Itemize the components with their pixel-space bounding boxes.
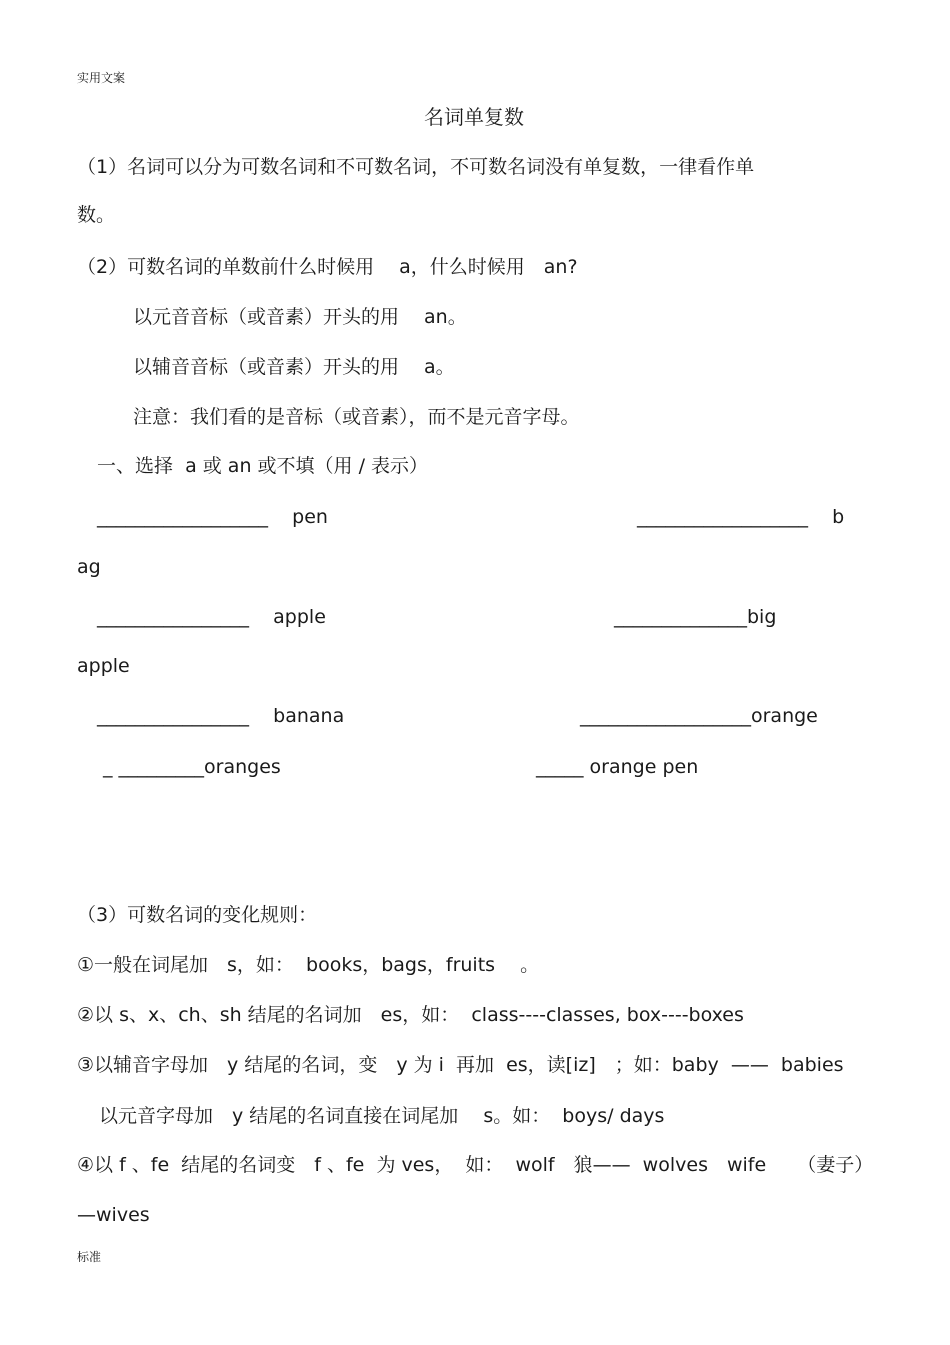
section1-line2: 数。 bbox=[77, 204, 116, 226]
section3-rule4-wrap: —wives bbox=[77, 1204, 150, 1226]
exercise-row3-left: ________________ banana bbox=[97, 705, 345, 727]
section3-rule3: ③以辅音字母加 y 结尾的名词，变 y 为 i 再加 es，读[iz] ；如：baby —— babies bbox=[77, 1054, 844, 1076]
page-title: 名词单复数 bbox=[424, 105, 524, 129]
section1-line1: （1）名词可以分为可数名词和不可数名词，不可数名词没有单复数，一律看作单 bbox=[77, 156, 755, 178]
exercise-row2-right: ______________big bbox=[614, 606, 777, 628]
footer-label: 标准 bbox=[77, 1250, 102, 1264]
exercise-row2-left: ________________ apple bbox=[97, 606, 326, 628]
exercise-row2-wrap: apple bbox=[77, 655, 130, 677]
section3-rule3b: 以元音字母加 y 结尾的名词直接在词尾加 s。如： boys/ days bbox=[99, 1105, 665, 1127]
section3-heading: （3）可数名词的变化规则： bbox=[77, 904, 318, 926]
exercise-row4-left: _ _________oranges bbox=[103, 756, 281, 778]
exercise-row4-right: _____ orange pen bbox=[536, 756, 699, 778]
header-label: 实用文案 bbox=[77, 71, 126, 85]
section3-rule2: ②以 s、x、ch、sh 结尾的名词加 es，如： class----classes, box----boxes bbox=[77, 1004, 744, 1026]
exercise-row1-right: __________________ b bbox=[637, 506, 845, 528]
section3-rule4: ④以 f 、fe 结尾的名词变 f 、fe 为 ves， 如： wolf 狼—— wolves wife （妻子） bbox=[77, 1154, 874, 1176]
exercise-heading: 一、选择 a 或 an 或不填（用 / 表示） bbox=[97, 455, 429, 477]
section2-question: （2）可数名词的单数前什么时候用 a，什么时候用 an? bbox=[77, 256, 578, 278]
section2-note: 注意：我们看的是音标（或音素），而不是元音字母。 bbox=[133, 406, 580, 428]
exercise-row1-left: __________________ pen bbox=[97, 506, 328, 528]
exercise-row3-right: __________________orange bbox=[580, 705, 818, 727]
section2-rule-consonant: 以辅音音标（或音素）开头的用 a。 bbox=[133, 356, 455, 378]
section3-rule1: ①一般在词尾加 s，如： books，bags，fruits 。 bbox=[77, 954, 540, 976]
exercise-row1-wrap: ag bbox=[77, 556, 101, 578]
section2-rule-vowel: 以元音音标（或音素）开头的用 an。 bbox=[133, 306, 467, 328]
